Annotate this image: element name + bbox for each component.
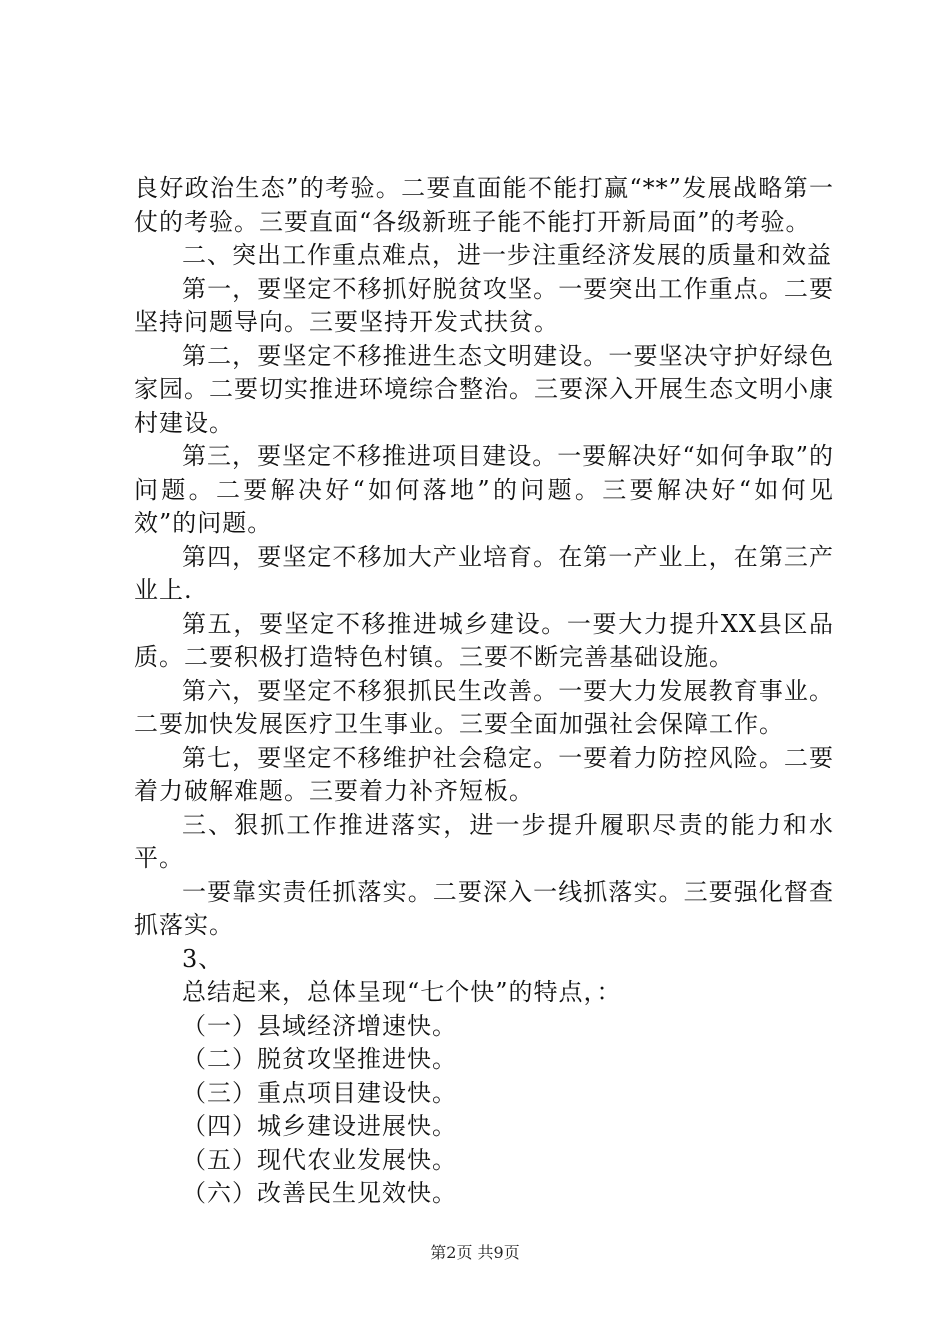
document-body bbox=[134, 172, 834, 1211]
page-footer: 第2页 共9页 bbox=[430, 1243, 520, 1262]
paragraph: 良好政治生态”的考验。二要直面能不能打赢“**”发展战略第一仗的考验。三要直面“各级新班子能不能打开新局面”的考验。 bbox=[134, 174, 834, 236]
list-item: （二）脱贫攻坚推进快。 bbox=[182, 1045, 457, 1073]
paragraph: 第七，要坚定不移维护社会稳定。一要着力防控风险。二要着力破解难题。三要着力补齐短板。 bbox=[134, 743, 834, 805]
paragraph: 3、 bbox=[182, 944, 224, 973]
list-item: （五）现代农业发展快。 bbox=[182, 1145, 457, 1174]
list-item: （六）改善民生见效快。 bbox=[182, 1179, 457, 1207]
list-item: （一）县域经济增速快。 bbox=[182, 1011, 457, 1040]
paragraph: 总结起来，总体呈现“七个快”的特点，： bbox=[182, 978, 622, 1006]
paragraph: 第六，要坚定不移狠抓民生改善。一要大力发展教育事业。二要加快发展医疗卫生事业。三要全面加强社会保障工作。 bbox=[134, 676, 834, 738]
paragraph: 一要靠实责任抓落实。二要深入一线抓落实。三要强化督查抓落实。 bbox=[134, 877, 834, 939]
section-heading: 三、狠抓工作推进落实，进一步提升履职尽责的能力和水平。 bbox=[134, 810, 834, 872]
paragraph: 第三，要坚定不移推进项目建设。一要解决好“如何争取”的问题。二要解决好“如何落地”的问题。三要解决好“如何见效”的问题。 bbox=[134, 442, 834, 537]
section-heading: 二、突出工作重点难点，进一步注重经济发展的质量和效益 bbox=[182, 241, 832, 269]
list-item: （四）城乡建设进展快。 bbox=[182, 1112, 457, 1140]
paragraph: 第四，要坚定不移加大产业培育。在第一产业上，在第三产业上. bbox=[134, 542, 834, 604]
paragraph: 第二，要坚定不移推进生态文明建设。一要坚决守护好绿色家园。二要切实推进环境综合整治。三要深入开展生态文明小康村建设。 bbox=[134, 341, 834, 437]
list-item: （三）重点项目建设快。 bbox=[182, 1078, 457, 1107]
paragraph: 第一，要坚定不移抓好脱贫攻坚。一要突出工作重点。二要坚持问题导向。三要坚持开发式扶贫。 bbox=[134, 274, 834, 336]
paragraph: 第五，要坚定不移推进城乡建设。一要大力提升XX县区品质。二要积极打造特色村镇。三要不断完善基础设施。 bbox=[134, 609, 834, 671]
